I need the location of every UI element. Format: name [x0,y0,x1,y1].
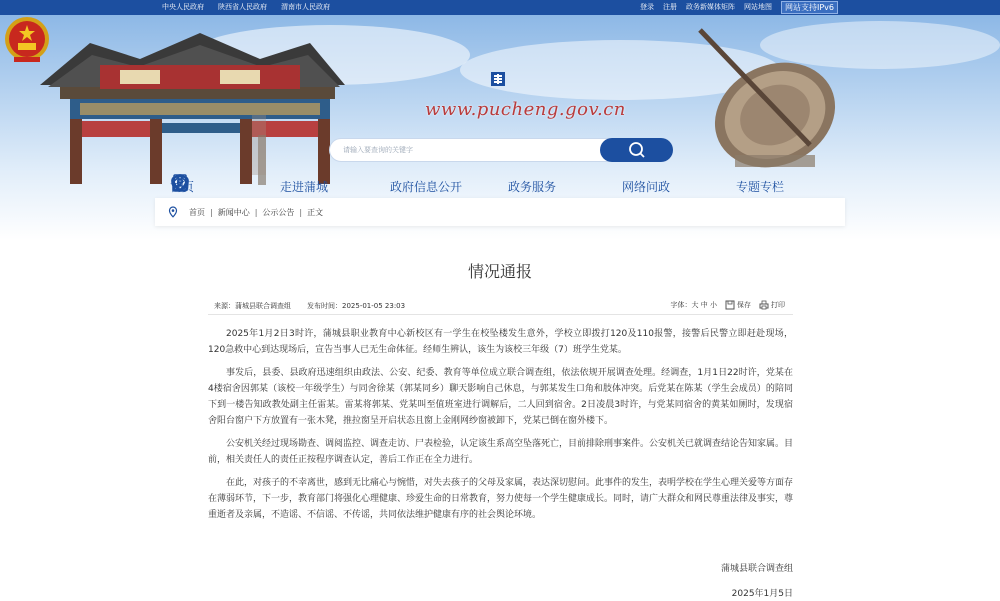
save-button[interactable]: 保存 [725,300,751,310]
article-signature: 蒲城县联合调查组 [720,564,793,574]
print-icon [759,300,769,310]
nav-home-label: 首页 [170,179,195,194]
nav-gov-info-label: 政府信息公开 [390,179,463,194]
article-publish-time: 发布时间：2025-01-05 23:03 [307,302,406,310]
search-input[interactable]: 请输入要查询的关键字 [329,138,609,162]
search-icon [600,138,673,162]
article-paragraph: 2025年1月2日3时许，蒲城县职业教育中心新校区有一学生在校坠楼发生意外，学校立即拨打120及110报警，接警后民警立即赶赴现场，120急救中心到达现场后，宣告当事人已无生命体征。经师生辨认，该生为该校三年级（7）班学生党某。 [208,329,793,355]
breadcrumb-news-center[interactable]: 新闻中心 [217,207,250,217]
new-media-matrix-link[interactable]: 政务新媒体矩阵 [685,3,735,11]
nav-topics[interactable] [736,173,830,199]
link-central-government[interactable]: 中央人民政府 [162,3,204,11]
article-paragraph: 公安机关经过现场勘查、调阅监控、调查走访、尸表检验，认定该生系高空坠落死亡，目前排除刑事案件。公安机关已就调查结论告知家属。目前，相关责任人的责任正按程序调查认定，善后工作正在全力进行。 [208,439,794,465]
article-meta [208,299,793,315]
national-emblem-icon [0,15,54,65]
font-size-small[interactable]: 小 [710,301,717,309]
pucheng-logo-icon [491,72,505,86]
article-source: 来源：蒲城县联合调查组 [214,302,291,310]
breadcrumb-separator: | [210,207,213,217]
save-icon [725,300,735,310]
font-size-large[interactable]: 大 [691,301,699,309]
breadcrumb-current: 正文 [307,207,324,217]
shield-check-icon [170,173,190,193]
nav-inquiry-label: 网络问政 [622,179,671,194]
site-logo-text: www.pucheng.gov.cn [425,99,626,120]
memorial-archway-graphic [40,33,345,185]
link-weinan-government[interactable]: 渭南市人民政府 [281,3,330,11]
top-links-right [640,0,838,15]
login-link[interactable]: 登录 [639,3,654,11]
article-paragraph: 事发后，县委、县政府迅速组织由政法、公安、纪委、教育等单位成立联合调查组，依法依规开展调查处理。经调查，1月1日22时许，党某在4楼宿舍因郭某（该校一年级学生）与同舍徐某（郭某同乡）聊天影响自己休息，与郭某发生口角和肢体冲突。后党某在陈某（学生会成员）的陪同下到一楼告知政教处副主任雷某。雷某将郭某、党某叫至值班室进行调解后，二人回到宿舍。2日凌晨3时许，与党某同宿舍的黄某如厕时，发现宿舍阳台窗户下方放置有一张木凳，推拉窗呈开启状态且窗上金刚网纱窗被卸下，党某已倒在窗外楼下。 [208,368,793,426]
nav-about-label: 走进蒲城 [280,179,329,194]
location-pin-icon [167,206,179,218]
article-paragraph: 在此，对孩子的不幸离世，感到无比痛心与惋惜，对失去孩子的父母及家属，表达深切慰问。此事件的发生，表明学校在学生心理关爱等方面存在薄弱环节，下一步，教育部门将强化心理健康、珍爱生命的日常教育，努力使每一个学生健康成长。同时，请广大群众和网民尊重法律及事实，尊重逝者及亲属，不造谣、不信谣、不传谣，共同依法维护健康有序的社会舆论环境。 [208,478,794,520]
breadcrumb-home[interactable]: 首页 [189,207,205,217]
search-bar [329,138,673,162]
breadcrumb-separator: | [254,207,258,217]
nav-gov-info[interactable] [390,173,508,199]
top-links-left [162,0,330,15]
article-date: 2025年1月5日 [731,589,793,599]
breadcrumb-announcements[interactable]: 公示公告 [262,207,295,217]
nav-topics-label: 专题专栏 [736,179,785,194]
sitemap-link[interactable]: 网站地图 [743,3,772,11]
ipv6-badge: 网站支持IPv6 [781,1,838,14]
font-size-medium[interactable]: 中 [700,301,708,309]
search-button[interactable] [600,138,673,162]
register-link[interactable]: 注册 [662,3,677,11]
breadcrumb-separator: | [299,207,303,217]
top-bar [0,0,1000,15]
nav-inquiry[interactable] [622,173,736,199]
nav-about[interactable] [280,173,390,199]
link-shaanxi-government[interactable]: 陕西省人民政府 [218,3,267,11]
main-nav [170,173,830,199]
article-body [208,326,793,530]
article-title: 情况通报 [467,262,532,281]
font-size-label: 字体：大 中 小 [670,301,717,309]
breadcrumb [155,198,845,226]
nav-services-label: 政务服务 [508,179,557,194]
nav-services[interactable] [508,173,622,199]
print-button[interactable]: 打印 [759,300,785,310]
